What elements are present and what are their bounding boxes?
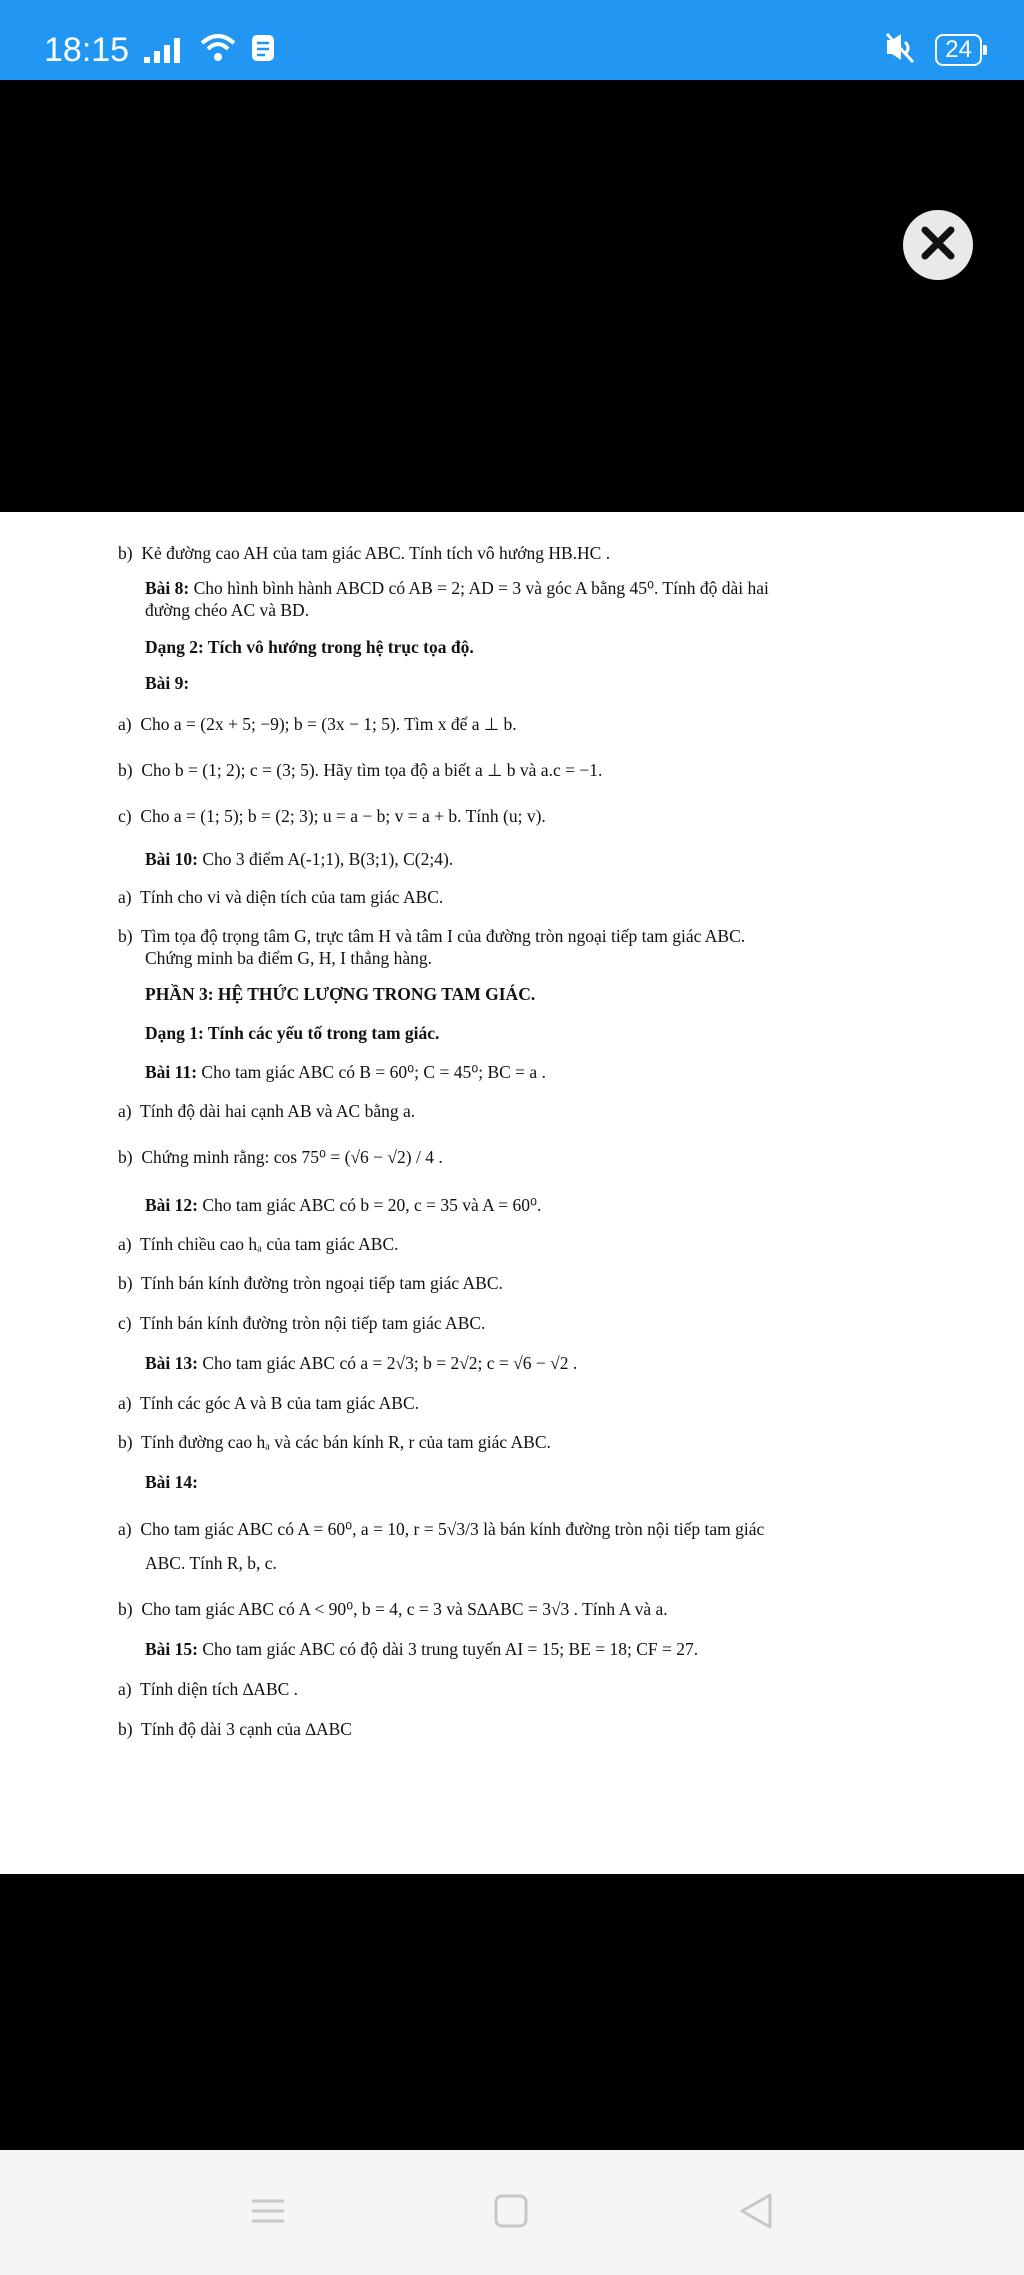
doc-line: b) Cho b = (1; 2); c = (3; 5). Hãy tìm tọa độ a biết a ⊥ b và a.c = −1. xyxy=(118,760,603,780)
doc-line: Bài 12: Cho tam giác ABC có b = 20, c = 35 và A = 60⁰. xyxy=(145,1195,542,1215)
wifi-icon xyxy=(198,31,238,68)
doc-line: Bài 10: Cho 3 điểm A(-1;1), B(3;1), C(2;4). xyxy=(145,849,454,869)
close-button[interactable] xyxy=(903,210,973,280)
doc-line: a) Tính diện tích ∆ABC . xyxy=(118,1679,299,1699)
exercise-title: Bài 9: xyxy=(145,673,190,693)
doc-line: b) Kẻ đường cao AH của tam giác ABC. Tính tích vô hướng HB.HC . xyxy=(118,543,611,563)
doc-line: a) Cho tam giác ABC có A = 60⁰, a = 10, r = 5√3/3 là bán kính đường tròn nội tiếp tam giác xyxy=(118,1519,765,1539)
doc-line: b) Chứng minh rằng: cos 75⁰ = (√6 − √2) / 4 . xyxy=(118,1147,443,1167)
battery-icon: 24 xyxy=(935,34,982,66)
doc-line: Bài 15: Cho tam giác ABC có độ dài 3 trung tuyến AI = 15; BE = 18; CF = 27. xyxy=(145,1639,699,1659)
doc-line: a) Tính cho vi và diện tích của tam giác ABC. xyxy=(118,887,444,907)
back-button[interactable] xyxy=(733,2190,779,2236)
status-bar xyxy=(0,0,1024,80)
close-icon xyxy=(921,226,955,265)
section-heading: Dạng 1: Tính các yếu tố trong tam giác. xyxy=(145,1023,440,1043)
document-page xyxy=(0,512,1024,1874)
doc-line: b) Tính bán kính đường tròn ngoại tiếp tam giác ABC. xyxy=(118,1273,503,1293)
doc-line: a) Tính chiều cao hₐ của tam giác ABC. xyxy=(118,1234,399,1254)
doc-line: b) Cho tam giác ABC có A < 90⁰, b = 4, c = 3 và S∆ABC = 3√3 . Tính A và a. xyxy=(118,1599,668,1619)
section-heading: Dạng 2: Tích vô hướng trong hệ trục tọa độ. xyxy=(145,637,474,657)
doc-line: đường chéo AC và BD. xyxy=(145,600,310,620)
doc-line: ABC. Tính R, b, c. xyxy=(145,1553,277,1573)
menu-icon xyxy=(250,2193,286,2234)
doc-line: c) Cho a = (1; 5); b = (2; 3); u = a − b; v = a + b. Tính (u; v). xyxy=(118,806,546,826)
doc-line: Bài 11: Cho tam giác ABC có B = 60⁰; C = 45⁰; BC = a . xyxy=(145,1062,546,1082)
doc-line: b) Tính độ dài 3 cạnh của ∆ABC xyxy=(118,1719,352,1739)
doc-line: Bài 8: Cho hình bình hành ABCD có AB = 2; AD = 3 và góc A bằng 45⁰. Tính độ dài hai xyxy=(145,578,769,598)
mute-icon xyxy=(883,32,917,69)
exercise-title: Bài 14: xyxy=(145,1472,198,1492)
status-time: 18:15 xyxy=(44,31,130,69)
doc-line: a) Cho a = (2x + 5; −9); b = (3x − 1; 5). Tìm x để a ⊥ b. xyxy=(118,714,517,734)
doc-line: b) Tính đường cao hₐ và các bán kính R, r của tam giác ABC. xyxy=(118,1432,551,1452)
navigation-bar xyxy=(0,2150,1024,2275)
doc-line: c) Tính bán kính đường tròn nội tiếp tam giác ABC. xyxy=(118,1313,486,1333)
doc-line: a) Tính độ dài hai cạnh AB và AC bằng a. xyxy=(118,1101,416,1121)
back-icon xyxy=(738,2192,774,2235)
doc-line: b) Tìm tọa độ trọng tâm G, trực tâm H và tâm I của đường tròn ngoại tiếp tam giác ABC. xyxy=(118,926,746,946)
section-heading: PHẦN 3: HỆ THỨC LƯỢNG TRONG TAM GIÁC. xyxy=(145,984,536,1004)
doc-line: Bài 13: Cho tam giác ABC có a = 2√3; b = 2√2; c = √6 − √2 . xyxy=(145,1353,578,1373)
doc-line: Chứng minh ba điểm G, H, I thẳng hàng. xyxy=(145,948,433,968)
home-button[interactable] xyxy=(488,2190,534,2236)
image-viewer xyxy=(0,80,1024,2150)
doc-line: a) Tính các góc A và B của tam giác ABC. xyxy=(118,1393,420,1413)
menu-button[interactable] xyxy=(245,2190,291,2236)
signal-icon xyxy=(142,37,186,68)
home-icon xyxy=(493,2193,529,2234)
notification-icon xyxy=(250,33,276,68)
